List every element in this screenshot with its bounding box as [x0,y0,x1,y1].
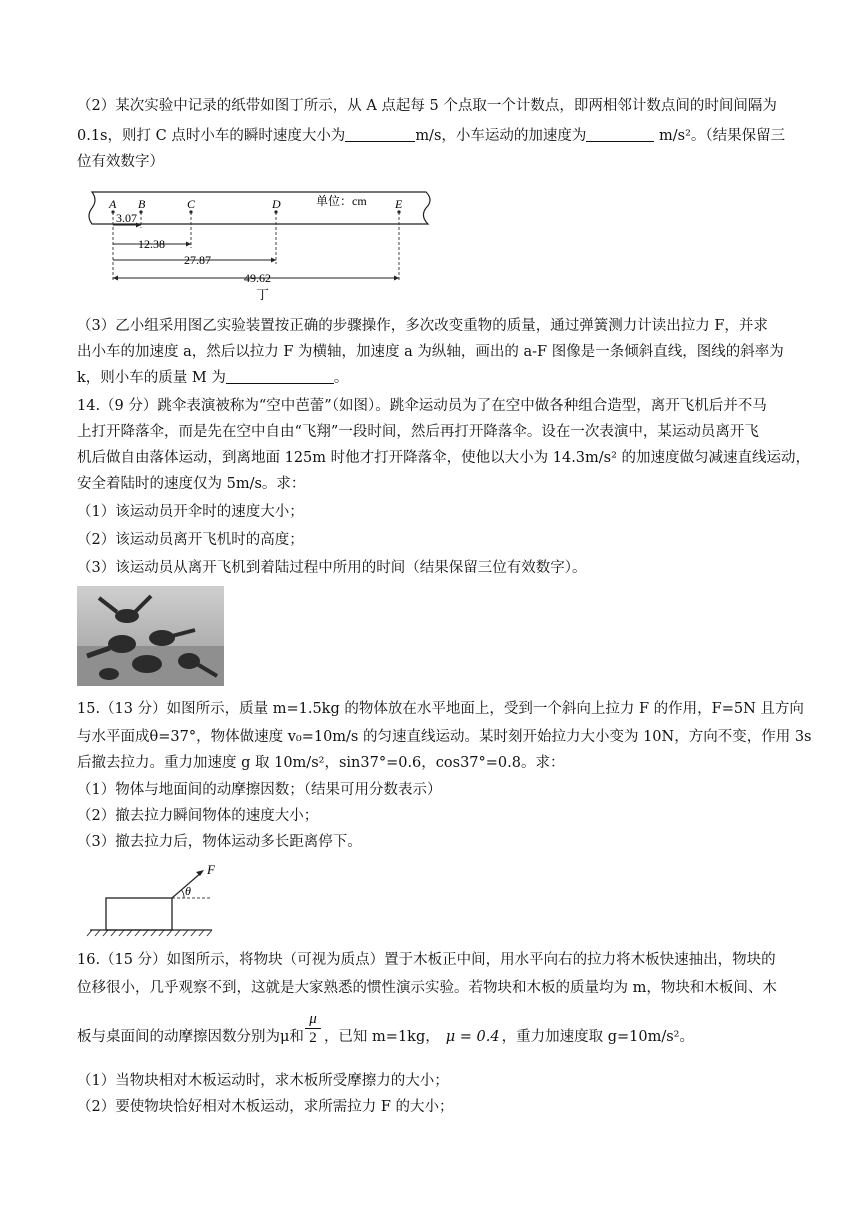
q16-line3-text-a: 板与桌面间的动摩擦因数分别为μ和 [77,1029,304,1045]
angle-theta-label: θ [185,884,191,898]
tape-figure-caption: 丁 [256,287,270,302]
q13-part2-text-c: m/s²。（结果保留三 [654,128,786,144]
q16-line2: 位移很小，几乎观察不到，这就是大家熟悉的惯性演示实验。若物块和木板的质量均为 m，物块和木板间、木 [77,980,777,996]
q15-line2: 与水平面成θ=37°，物体做速度 v₀=10m/s 的匀速直线运动。某时刻开始拉力大小变为 10N，方向不变，作用 3s [77,729,812,745]
tape-unit-label: 单位：cm [316,194,367,208]
tape-distance-ae: 49.62 [244,271,271,285]
q13-part3-line2: 出小车的加速度 a，然后以拉力 F 为横轴，加速度 a 为纵轴，画出的 a-F 图像是一条倾斜直线，图线的斜率为 [77,344,784,360]
q16-sub2: （2）要使物块恰好相对木板运动，求所需拉力 F 的大小； [77,1099,454,1115]
tape-point-b-label: B [138,197,146,211]
q13-part2-text-a: 0.1s，则打 C 点时小车的瞬时速度大小为 [77,128,346,144]
answer-blank-velocity[interactable] [345,127,415,142]
q16-line3-text-b: ，已知 m=1kg， [323,1029,440,1045]
tape-point-d-label: D [272,197,281,211]
fraction-numerator: μ [309,1011,317,1027]
q14-sub3: （3）该运动员从离开飞机到着陆过程中所用的时间（结果保留三位有效数字）。 [77,560,587,576]
tape-distance-ab: 3.07 [116,211,137,225]
q14-sub1: （1）该运动员开伞时的速度大小； [77,504,304,520]
q14-line2: 上打开降落伞，而是先在空中自由“飞翔”一段时间，然后再打开降落伞。设在一次表演中，某运动员离开飞 [77,424,759,440]
tape-distance-ad: 27.87 [184,253,211,267]
tape-point-e-label: E [395,197,403,211]
block-force-figure [86,858,226,942]
skydivers-illustration [77,586,224,686]
q15-sub3: （3）撤去拉力后，物体运动多长距离停下。 [77,834,362,850]
force-f-label: F [207,862,215,877]
q15-line3: 后撤去拉力。重力加速度 g 取 10m/s²，sin37°=0.6，cos37°=0.8。求： [77,755,565,771]
q13-part3-text-a: k，则小车的质量 M 为 [77,370,226,386]
tape-point-a-label: A [109,197,117,211]
q13-part3-text-b: 。 [333,370,349,386]
q13-part3-line1: （3）乙小组采用图乙实验装置按正确的步骤操作，多次改变重物的质量，通过弹簧测力计读出拉力 F，并求 [77,318,768,334]
fraction-denominator: 2 [305,1028,321,1047]
tape-distance-ac: 12.38 [138,237,165,251]
q13-part2-text-b: m/s，小车运动的加速度为 [415,128,587,144]
q15-sub1: （1）物体与地面间的动摩擦因数；（结果可用分数表示） [77,782,442,798]
q13-part2-line2 [77,126,785,146]
paper-tape-figure [86,186,438,304]
q14-sub2: （2）该运动员离开飞机时的高度； [77,532,304,548]
answer-blank-mass[interactable] [226,369,334,384]
answer-blank-acceleration[interactable] [586,127,654,142]
mu-equation: μ = 0.4 [445,1029,500,1045]
mu-over-two-fraction [305,1011,321,1047]
q16-line3 [77,1027,694,1047]
tape-point-c-label: C [187,197,196,211]
q13-part2-line3: 位有效数字） [77,154,164,170]
q14-line4: 安全着陆时的速度仅为 5m/s。求： [77,476,306,492]
skydivers-photo [77,586,224,686]
q14-line3: 机后做自由落体运动，到离地面 125m 时他才打开降落伞，使他以大小为 14.3m/s² 的加速度做匀减速直线运动， [77,450,811,466]
q13-part3-line3 [77,368,348,388]
q16-line1: 16.（15 分）如图所示，将物块（可视为质点）置于木板正中间，用水平向右的拉力将木板快速抽出，物块的 [77,952,776,968]
q13-part2-line1: （2）某次实验中记录的纸带如图丁所示，从 A 点起每 5 个点取一个计数点，即两相邻计数点间的时间间隔为 [77,98,777,114]
q15-sub2: （2）撤去拉力瞬间物体的速度大小； [77,808,319,824]
q16-line3-text-c: ，重力加速度取 g=10m/s²。 [501,1029,694,1045]
q16-sub1: （1）当物块相对木板运动时，求木板所受摩擦力的大小； [77,1073,449,1089]
q15-line1: 15.（13 分）如图所示，质量 m=1.5kg 的物体放在水平地面上，受到一个斜向上拉力 F 的作用，F=5N 且方向 [77,701,804,717]
q14-line1: 14.（9 分）跳伞表演被称为“空中芭蕾”（如图）。跳伞运动员为了在空中做各种组合造型，离开飞机后并不马 [77,398,767,414]
